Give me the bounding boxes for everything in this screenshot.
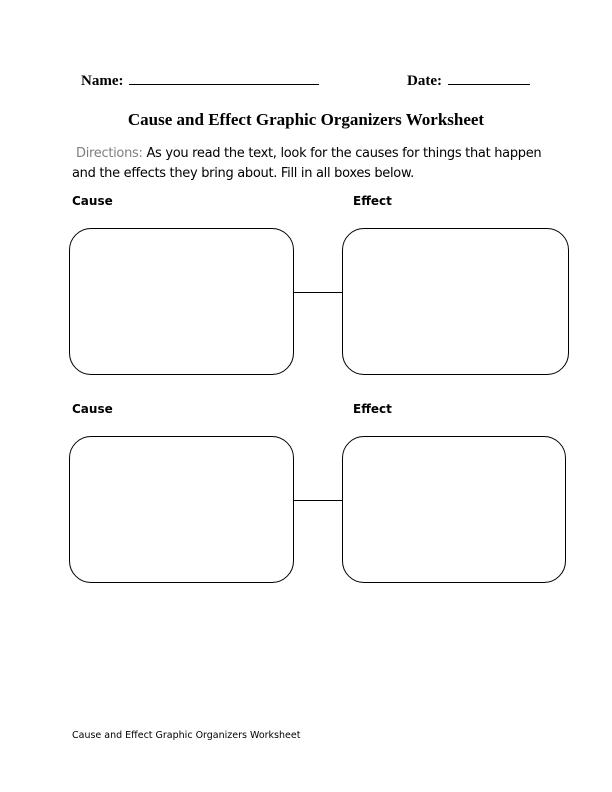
cause-box-1[interactable] bbox=[69, 228, 294, 375]
date-field bbox=[407, 72, 530, 90]
name-field bbox=[81, 72, 319, 90]
date-label: Date: bbox=[407, 73, 442, 89]
cause-label-1: Cause bbox=[72, 194, 113, 208]
effect-box-2[interactable] bbox=[342, 436, 566, 583]
directions bbox=[72, 144, 552, 184]
directions-label: Directions: bbox=[76, 146, 143, 161]
effect-box-1[interactable] bbox=[342, 228, 569, 375]
cause-box-2[interactable] bbox=[69, 436, 294, 583]
connector-line-2 bbox=[293, 500, 342, 501]
effect-label-1: Effect bbox=[353, 194, 392, 208]
name-blank-line[interactable] bbox=[129, 72, 319, 85]
date-blank-line[interactable] bbox=[448, 72, 530, 85]
footer-text: Cause and Effect Graphic Organizers Worksheet bbox=[72, 730, 301, 741]
cause-label-2: Cause bbox=[72, 402, 113, 416]
effect-label-2: Effect bbox=[353, 402, 392, 416]
worksheet-title: Cause and Effect Graphic Organizers Worksheet bbox=[127, 110, 485, 129]
name-label: Name: bbox=[81, 73, 124, 89]
connector-line-1 bbox=[293, 292, 342, 293]
directions-text: As you read the text, look for the causes for things that happen and the effects they bring about. Fill in all boxes below. bbox=[72, 146, 542, 181]
